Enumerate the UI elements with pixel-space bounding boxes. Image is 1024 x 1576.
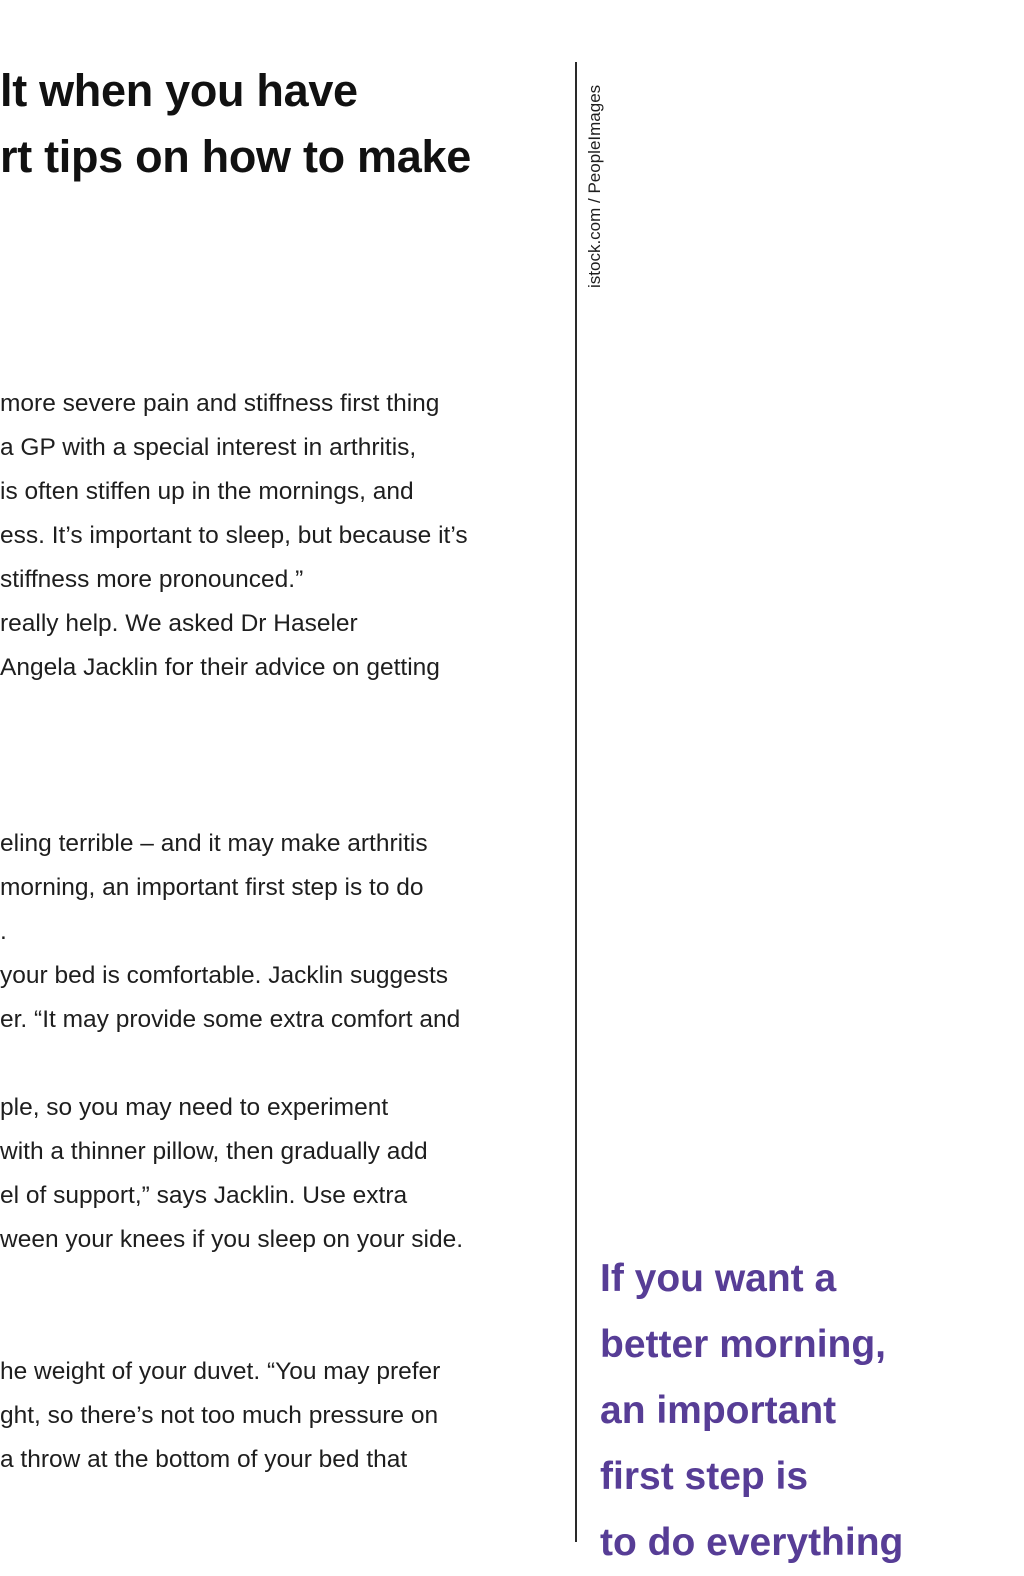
body-paragraph-1 [0,382,560,690]
article-headline [0,58,560,190]
body-line: stiffness more pronounced.” [0,566,304,593]
body-line: is often stiffen up in the mornings, and [0,478,414,505]
pull-quote-line: to do everything [600,1521,904,1564]
body-line: with a thinner pillow, then gradually add [0,1138,428,1165]
body-line: er. “It may provide some extra comfort and [0,1006,461,1033]
body-line: . [0,918,7,945]
body-line [0,1482,560,1526]
body-line: ess. It’s important to sleep, but because it’s [0,522,468,549]
body-line: morning, an important first step is to do [0,874,424,901]
body-line: eling terrible – and it may make arthritis [0,830,428,857]
body-line: ween your knees if you sleep on your side. [0,1226,464,1253]
body-line: Angela Jacklin for their advice on getting [0,654,440,681]
body-line: more severe pain and stiffness first thing [0,390,440,417]
pull-quote-line: If you want a [600,1257,837,1300]
body-line: ple, so you may need to experiment [0,1094,389,1121]
pull-quote-line: better morning, [600,1323,887,1366]
pull-quote-line: first step is [600,1455,809,1498]
pull-quote [600,1246,1010,1564]
column-divider [575,62,577,1542]
body-line: your bed is comfortable. Jacklin suggests [0,962,449,989]
headline-line: lt when you have [0,65,358,116]
body-line: ght, so there’s not too much pressure on [0,1402,439,1429]
body-paragraph-3 [0,1350,560,1526]
body-line: really help. We asked Dr Haseler [0,610,358,637]
body-line: el of support,” says Jacklin. Use extra [0,1182,408,1209]
pull-quote-line: an important [600,1389,837,1432]
body-line: a throw at the bottom of your bed that [0,1446,408,1473]
body-line [0,1042,560,1086]
body-paragraph-2 [0,822,560,1262]
image-credit: istock.com / PeopleImages [585,84,604,288]
headline-line: rt tips on how to make [0,131,471,182]
body-line: he weight of your duvet. “You may prefer [0,1358,441,1385]
body-line: a GP with a special interest in arthritis, [0,434,417,461]
